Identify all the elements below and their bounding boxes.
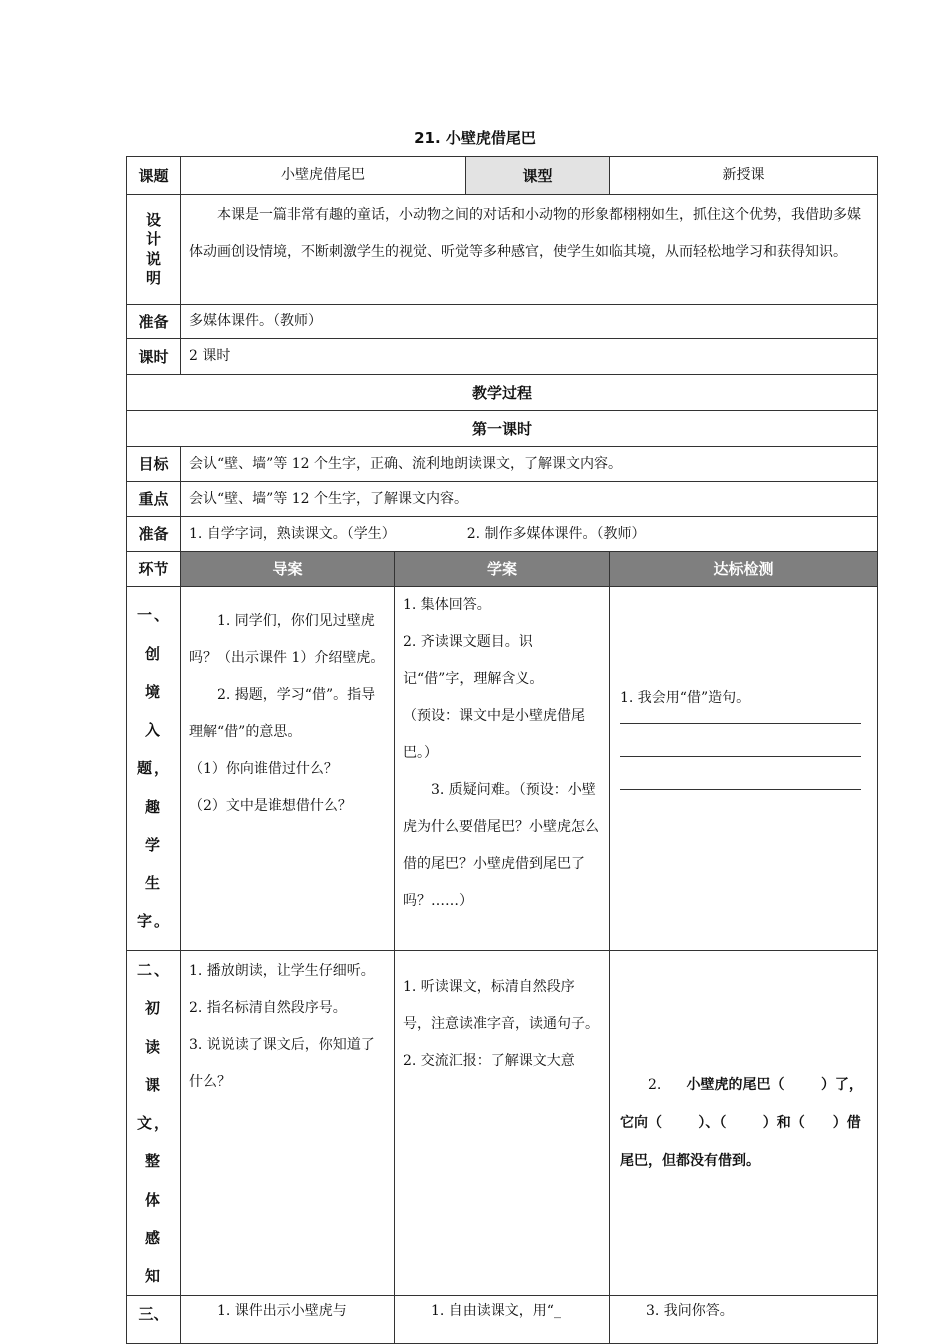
stage2-guide-cell	[181, 951, 395, 1296]
stage1-guide-3: （1）你向谁借过什么？	[189, 761, 338, 777]
design-label-cell	[127, 195, 181, 305]
stage1-label-cell	[127, 587, 181, 951]
stage3-study: 1. 自由读课文，用“_	[395, 1296, 610, 1344]
stage2-label-cell	[127, 951, 181, 1296]
design-cell	[181, 195, 878, 305]
stage2-check-cell	[610, 951, 878, 1296]
goal-label: 目标	[127, 447, 181, 482]
stage1-guide-cell	[181, 587, 395, 951]
stage3-check: 3. 我问你答。	[610, 1296, 878, 1344]
lesson-prep-row	[127, 517, 878, 552]
topic-value: 小壁虎借尾巴	[181, 157, 466, 195]
stage2-row	[127, 951, 878, 1296]
stage1-check-cell	[610, 587, 878, 951]
document-title: 21. 小壁虎借尾巴	[414, 129, 536, 147]
stage1-check-text: 1. 我会用“借”造句。	[620, 689, 751, 706]
stage2-guide-3: 3. 说说读了课文后，你知道了什么？	[189, 1037, 375, 1090]
lesson-plan-table	[126, 156, 878, 1344]
stage2-label: 二、初读课文，整体感知	[137, 961, 172, 1285]
design-text: 本课是一篇非常有趣的童话，小动物之间的对话和小动物的形象都栩栩如生，抓住这个优势，我借助多媒体动画创设情境，不断刺激学生的视觉、听觉等多种感官，使学生如临其境，从而轻松地学习和获得知识。	[189, 207, 861, 260]
focus-value: 会认“壁、墙”等 12 个生字，了解课文内容。	[181, 482, 878, 517]
stage2-check-d: ）和（	[762, 1115, 805, 1132]
type-value: 新授课	[610, 157, 878, 195]
focus-label: 重点	[127, 482, 181, 517]
stage2-study-cell	[395, 951, 610, 1296]
stage1-guide-2: 2. 揭题，学习“借”。指导理解“借”的意思。	[189, 687, 376, 740]
topic-row	[127, 157, 878, 195]
stage1-label: 一、创境入题，趣学生字。	[137, 606, 172, 931]
hours-value: 2 课时	[181, 339, 878, 375]
header-study: 学案	[395, 552, 610, 587]
stage1-study-2: 2. 齐读课文题目。识记“借”字，理解含义。	[403, 634, 544, 687]
lesson-prep-label: 准备	[127, 517, 181, 552]
prep-row	[127, 305, 878, 339]
process-title-row	[127, 375, 878, 411]
stage3-row	[127, 1296, 878, 1344]
lesson-title: 第一课时	[127, 411, 878, 447]
goal-row	[127, 447, 878, 482]
topic-label: 课题	[127, 157, 181, 195]
lesson-prep-student: 1. 自学字词，熟读课文。（学生）	[189, 525, 396, 542]
design-label: 设计说明	[146, 210, 162, 287]
stage3-guide: 1. 课件出示小壁虎与	[181, 1296, 395, 1344]
stage2-check-a: 小壁虎的尾巴（	[686, 1077, 785, 1094]
type-label: 课型	[466, 157, 610, 195]
column-header-row	[127, 552, 878, 587]
stage1-guide-4: （2）文中是谁想借什么？	[189, 798, 352, 814]
focus-row	[127, 482, 878, 517]
answer-line-3	[620, 789, 861, 790]
lesson-title-row	[127, 411, 878, 447]
process-title: 教学过程	[127, 375, 878, 411]
prep-value: 多媒体课件。（教师）	[181, 305, 878, 339]
design-row	[127, 195, 878, 305]
stage2-check-num: 2.	[648, 1077, 662, 1094]
prep-label: 准备	[127, 305, 181, 339]
hours-row	[127, 339, 878, 375]
stage2-check-c: ）、（	[698, 1115, 727, 1132]
stage1-study-3: （预设：课文中是小壁虎借尾巴。）	[403, 708, 585, 761]
stage1-study-4: 3. 质疑问难。（预设：小壁虎为什么要借尾巴？小壁虎怎么借的尾巴？小壁虎借到尾巴了吗？……）	[403, 782, 599, 909]
stage3-label: 三、	[127, 1296, 181, 1344]
stage2-check-b: ）了，它向（	[620, 1077, 863, 1132]
header-guide: 导案	[181, 552, 395, 587]
header-stage: 环节	[127, 552, 181, 587]
lesson-prep-teacher: 2. 制作多媒体课件。（教师）	[466, 525, 646, 542]
stage2-guide-2: 2. 指名标清自然段序号。	[189, 1000, 347, 1016]
answer-line-2	[620, 756, 861, 757]
stage2-study-1: 1. 听读课文，标清自然段序号，注意读准字音，读通句子。	[403, 979, 599, 1032]
stage2-study-2: 2. 交流汇报：了解课文大意	[403, 1053, 575, 1069]
stage1-study-1: 1. 集体回答。	[403, 597, 491, 613]
stage1-row	[127, 587, 878, 951]
header-check: 达标检测	[610, 552, 878, 587]
hours-label: 课时	[127, 339, 181, 375]
stage2-check-e: ）借尾巴，但都没有借到。	[620, 1115, 861, 1170]
answer-line-1	[620, 723, 861, 724]
stage2-guide-1: 1. 播放朗读，让学生仔细听。	[189, 963, 375, 979]
goal-value: 会认“壁、墙”等 12 个生字，正确、流利地朗读课文，了解课文内容。	[181, 447, 878, 482]
lesson-prep-cell	[181, 517, 878, 552]
stage1-guide-1: 1. 同学们，你们见过壁虎吗？（出示课件 1）介绍壁虎。	[189, 613, 385, 666]
stage1-study-cell	[395, 587, 610, 951]
